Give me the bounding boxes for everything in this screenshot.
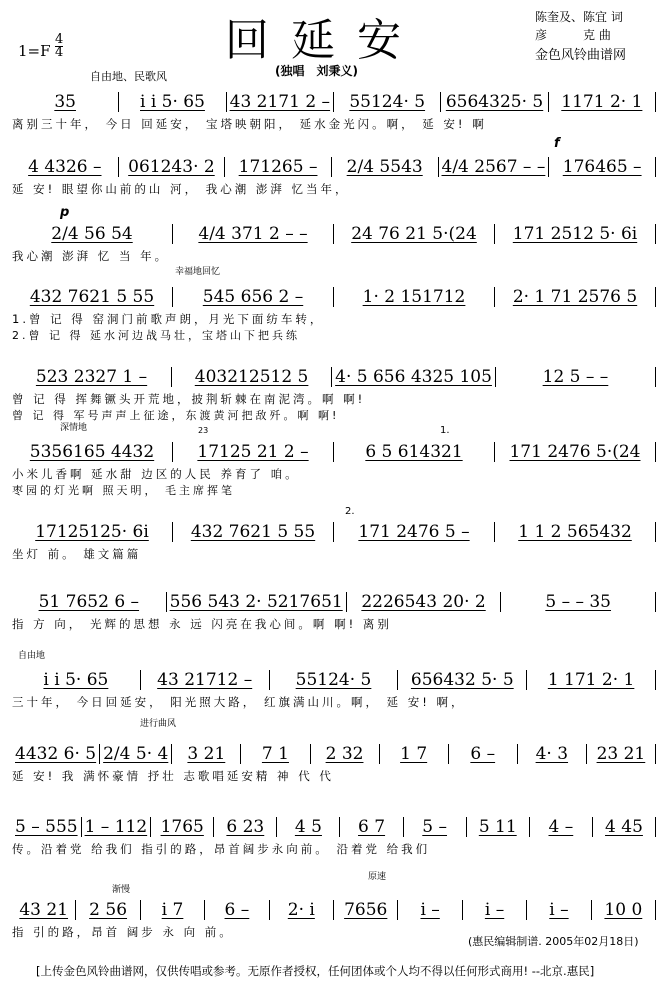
notes-line <box>12 365 656 387</box>
annotation-march: 进行曲风 <box>140 719 177 729</box>
tempo-marking: 自由地、民歌风 <box>90 70 167 83</box>
measure: i i 5· 65 <box>119 92 226 112</box>
dynamic-forte: f <box>554 136 560 151</box>
measure: 4· 5 656 4325 105 <box>332 367 496 387</box>
measure: 12 5 – – <box>496 367 656 387</box>
measure: 171 2476 5·(24 <box>495 442 656 462</box>
lyrics-line: 指 引的路，昂首 阔步 永 向 前。 <box>12 925 234 939</box>
measure: 545 656 2 – <box>173 287 334 307</box>
measure: 23 21 <box>587 744 656 764</box>
measure: 6 – <box>205 900 269 920</box>
staff-row <box>12 285 656 343</box>
staff-row <box>12 440 656 498</box>
staff-row <box>12 815 656 857</box>
source-credit: 金色风铃曲谱网 <box>535 48 627 63</box>
measure: 1 171 2· 1 <box>527 670 656 690</box>
measure: 5 – – 35 <box>501 592 656 612</box>
measure: 171 2476 5 – <box>334 522 495 542</box>
notes-line <box>12 668 656 690</box>
notes-line <box>12 155 656 177</box>
measure: 432 7621 5 55 <box>173 522 334 542</box>
lyrics-line: 延 安! 眼望你山前的山 河， 我心潮 澎湃 忆当年， <box>12 182 350 196</box>
lyrics-line: 曾 记 得 挥舞镢头开荒地，披荆斩棘在南泥湾。啊 啊! <box>12 392 366 406</box>
measure: 2· 1 71 2576 5 <box>495 287 656 307</box>
measure: i i 5· 65 <box>12 670 141 690</box>
lyrics-line: 1.曾 记 得 窑洞门前歌声朗，月光下面纺车转， <box>12 312 325 326</box>
notes-line <box>12 222 656 244</box>
measure: 4 45 <box>593 817 656 837</box>
staff-row <box>12 90 656 132</box>
measure: 403212512 5 <box>172 367 332 387</box>
annotation-memory: 幸福地回忆 <box>175 267 221 277</box>
measure: 5356165 4432 <box>12 442 173 462</box>
staff-row <box>12 668 656 710</box>
grace-note: 23 <box>198 426 209 435</box>
notes-line <box>12 520 656 542</box>
measure: 7 1 <box>241 744 310 764</box>
lyrics-line-verse-2: 2.曾 记 得 延水河边战马壮，宝塔山下把兵练 <box>12 329 300 342</box>
copyright-footer: [上传金色风铃曲谱网，仅供传唱或参考。无原作者授权，任何团体或个人均不得以任何形式商用! --北京.惠民] <box>36 964 595 978</box>
measure: 6564325· 5 <box>441 92 548 112</box>
measure: i – <box>463 900 527 920</box>
measure: 10 0 <box>592 900 656 920</box>
lyricist-credit: 陈奎及、陈宜 词 <box>535 10 623 24</box>
lyrics-line: 小米儿香啊 延水甜 边区的人民 养育了 咱。 <box>12 467 300 481</box>
measure: 7656 <box>334 900 398 920</box>
measure: 4 – <box>530 817 593 837</box>
measure: 51 7652 6 – <box>12 592 167 612</box>
measure: 6 5 614321 <box>334 442 495 462</box>
measure: 43 2171 2 – <box>227 92 334 112</box>
measure: 2/4 5· 4 <box>100 744 172 764</box>
measure: 4432 6· 5 <box>12 744 100 764</box>
measure: 4· 3 <box>518 744 587 764</box>
measure: 171 2512 5· 6i <box>495 224 656 244</box>
measure: 2226543 20· 2 <box>347 592 502 612</box>
measure: 1· 2 151712 <box>334 287 495 307</box>
song-title: 回延安 <box>225 15 423 66</box>
measure: 55124· 5 <box>270 670 399 690</box>
meter-top: 4 <box>55 32 64 47</box>
measure: 17125125· 6i <box>12 522 173 542</box>
annotation-free: 自由地 <box>18 651 46 661</box>
measure: 4/4 2567 – – <box>439 157 550 177</box>
measure: 556 543 2· 5217651 <box>167 592 347 612</box>
notes-line <box>12 90 656 112</box>
staff-row <box>12 155 656 197</box>
measure: 55124· 5 <box>334 92 441 112</box>
measure: 2· i <box>270 900 334 920</box>
measure: 176465 – <box>549 157 656 177</box>
measure: 171265 – <box>225 157 332 177</box>
measure: 6 – <box>449 744 518 764</box>
measure: 5 – 555 <box>12 817 82 837</box>
measure: 523 2327 1 – <box>12 367 172 387</box>
time-signature <box>55 34 63 59</box>
lyrics-line: 离别三十年， 今日 回延安， 宝塔映朝阳， 延水金光闪。啊， 延 安! 啊 <box>12 117 487 131</box>
dynamic-piano: p <box>60 205 70 220</box>
measure: 4 4326 – <box>12 157 119 177</box>
notes-line <box>12 285 656 307</box>
staff-row <box>12 590 656 632</box>
arranger-signature: (惠民编辑制谱. 2005年02月18日) <box>468 935 639 948</box>
lyrics-line: 我心潮 澎湃 忆 当 年。 <box>12 249 170 263</box>
annotation-original-speed: 原速 <box>368 872 387 882</box>
measure: 4/4 371 2 – – <box>173 224 334 244</box>
measure: 1 7 <box>380 744 449 764</box>
measure: 6 23 <box>214 817 277 837</box>
lyrics-line: 三十年， 今日回延安， 阳光照大路， 红旗满山川。啊， 延 安! 啊， <box>12 695 466 709</box>
measure: 17125 21 2 – <box>173 442 334 462</box>
staff-row <box>12 222 656 264</box>
annotation-passion: 深情地 <box>60 423 88 433</box>
measure: i – <box>527 900 591 920</box>
measure: 6 7 <box>340 817 403 837</box>
measure: 2 32 <box>311 744 380 764</box>
staff-row <box>12 520 656 562</box>
lyrics-line: 坐灯 前。 雄文篇篇 <box>12 547 142 561</box>
measure: 432 7621 5 55 <box>12 287 173 307</box>
measure: 24 76 21 5·(24 <box>334 224 495 244</box>
lyrics-line: 延 安! 我 满怀豪情 抒壮 志歌唱延安精 神 代 代 <box>12 769 334 783</box>
measure: 1 1 2 565432 <box>495 522 656 542</box>
performer: (独唱 刘秉义) <box>275 64 358 78</box>
measure: 1 – 112 <box>82 817 152 837</box>
measure: 5 – <box>404 817 467 837</box>
notes-line <box>12 742 656 764</box>
measure: 43 21 <box>12 900 76 920</box>
lyrics-line-verse-2: 曾 记 得 军号声声上征途，东渡黄河把敌歼。啊 啊! <box>12 409 340 422</box>
lyrics-line-verse-2: 枣园的灯光啊 照天明， 毛主席挥笔 <box>12 484 235 497</box>
staff-row <box>12 365 656 423</box>
measure: 5 11 <box>467 817 530 837</box>
measure: 656432 5· 5 <box>398 670 527 690</box>
notes-line <box>12 815 656 837</box>
key-signature: 1=F <box>18 42 51 60</box>
staff-row <box>12 742 656 784</box>
volta-2: 2. <box>345 506 355 517</box>
annotation-ritard: 渐慢 <box>112 885 131 895</box>
lyrics-line: 传。沿着党 给我们 指引的路，昂首阔步永向前。 沿着党 给我们 <box>12 842 431 856</box>
measure: 43 21712 – <box>141 670 270 690</box>
measure: 3 21 <box>172 744 241 764</box>
measure: 1171 2· 1 <box>549 92 656 112</box>
measure: 4 5 <box>277 817 340 837</box>
measure: 1765 <box>151 817 214 837</box>
composer-credit: 彦 克 曲 <box>535 28 611 42</box>
measure: 061243· 2 <box>119 157 226 177</box>
measure: i 7 <box>141 900 205 920</box>
measure: 2/4 56 54 <box>12 224 173 244</box>
notes-line <box>12 898 656 920</box>
meter-bottom: 4 <box>55 45 64 60</box>
lyrics-line: 指 方 向， 光辉的思想 永 远 闪亮在我心间。啊 啊! 离别 <box>12 617 392 631</box>
measure: 2 56 <box>76 900 140 920</box>
measure: 2/4 5543 <box>332 157 439 177</box>
measure: i – <box>398 900 462 920</box>
notes-line <box>12 590 656 612</box>
notes-line <box>12 440 656 462</box>
measure: 35 <box>12 92 119 112</box>
volta-1: 1. <box>440 425 450 436</box>
